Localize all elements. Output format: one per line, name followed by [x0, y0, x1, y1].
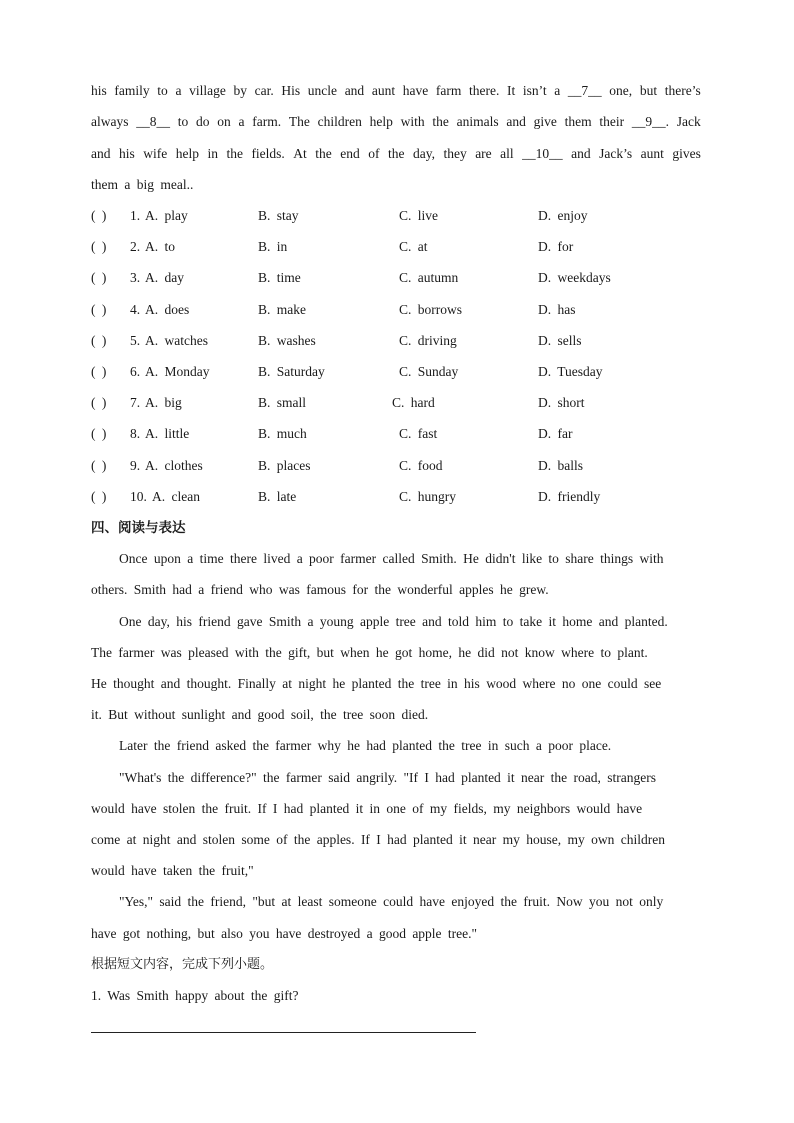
reading-line: others. Smith had a friend who was famous for the wonderful apples he grew.	[91, 582, 549, 597]
question-number: 8.	[130, 426, 141, 441]
reading-line: come at night and stolen some of the apples. If I had planted it near my house, my own children	[91, 832, 665, 847]
answer-line[interactable]	[91, 1032, 476, 1033]
word: day,	[412, 146, 435, 161]
question-number: 2.	[130, 239, 141, 254]
option-a: A. day	[145, 270, 184, 285]
word: the	[226, 146, 243, 161]
word: family	[114, 83, 150, 98]
answer-blank[interactable]: ( )	[91, 239, 107, 254]
answer-blank[interactable]: ( )	[91, 426, 107, 441]
option-c: C. hungry	[399, 489, 456, 504]
option-b: B. places	[258, 458, 311, 473]
word: in	[207, 146, 218, 161]
reading-line: The farmer was pleased with the gift, but when he got home, he did not know where to plant.	[91, 645, 648, 660]
option-b: B. make	[258, 302, 306, 317]
word: wife	[143, 146, 168, 161]
option-b: B. Saturday	[258, 364, 325, 379]
answer-blank[interactable]: ( )	[91, 364, 107, 379]
answer-blank[interactable]: ( )	[91, 270, 107, 285]
word: farm.	[252, 114, 282, 129]
word: all	[500, 146, 514, 161]
word: to	[177, 114, 189, 129]
question-number: 7.	[130, 395, 141, 410]
option-b: B. stay	[258, 208, 299, 223]
word: children	[317, 114, 362, 129]
word: with	[400, 114, 425, 129]
word: __8__	[136, 114, 170, 129]
option-row	[0, 301, 794, 319]
option-c: C. live	[399, 208, 438, 223]
word: the	[432, 114, 449, 129]
word: have	[402, 83, 429, 98]
word: give	[533, 114, 557, 129]
question-1: 1. Was Smith happy about the gift?	[91, 988, 299, 1003]
word: Jack	[676, 114, 701, 129]
word: aunt	[640, 146, 664, 161]
option-a: A. clean	[152, 489, 200, 504]
option-b: B. small	[258, 395, 307, 410]
option-b: B. late	[258, 489, 297, 504]
reading-line: would have taken the fruit,"	[91, 863, 254, 878]
option-d: D. Tuesday	[538, 364, 603, 379]
word: village	[189, 83, 226, 98]
reading-line: Once upon a time there lived a poor farmer called Smith. He didn't like to share things with	[119, 551, 664, 566]
word: end	[340, 146, 360, 161]
option-c: C. driving	[399, 333, 457, 348]
answer-blank[interactable]: ( )	[91, 395, 107, 410]
word: __7__	[567, 83, 602, 98]
word: and	[91, 146, 111, 161]
option-a: A. little	[145, 426, 190, 441]
word: there’s	[664, 83, 701, 98]
option-a: A. to	[145, 239, 175, 254]
word: but	[639, 83, 658, 98]
option-row	[0, 425, 794, 443]
option-d: D. enjoy	[538, 208, 588, 223]
word: his	[118, 146, 135, 161]
word: their	[599, 114, 625, 129]
option-b: B. washes	[258, 333, 316, 348]
word: to	[157, 83, 168, 98]
passage-line: them a big meal..	[91, 177, 194, 192]
word: help	[369, 114, 393, 129]
section-title: 四、阅读与表达	[91, 520, 186, 536]
word: At	[293, 146, 307, 161]
instruction: 根据短文内容，完成下列小题。	[91, 957, 274, 972]
word: do	[196, 114, 210, 129]
word: the	[315, 146, 332, 161]
option-row	[0, 394, 794, 412]
option-d: D. sells	[538, 333, 582, 348]
answer-blank[interactable]: ( )	[91, 458, 107, 473]
option-row	[0, 238, 794, 256]
option-c: C. Sunday	[399, 364, 459, 379]
option-b: B. in	[258, 239, 288, 254]
option-a: A. play	[145, 208, 188, 223]
passage-line	[91, 145, 701, 163]
word: aunt	[371, 83, 396, 98]
question-number: 1.	[130, 208, 141, 223]
word: on	[217, 114, 231, 129]
word: are	[475, 146, 492, 161]
reading-line: Later the friend asked the farmer why he had planted the tree in such a poor place.	[119, 738, 612, 753]
option-d: D. short	[538, 395, 585, 410]
option-b: B. time	[258, 270, 301, 285]
word: them	[564, 114, 592, 129]
word: and	[506, 114, 526, 129]
word: fields.	[251, 146, 285, 161]
question-number: 10.	[130, 489, 147, 504]
option-d: D. friendly	[538, 489, 601, 504]
word: a	[238, 114, 245, 129]
word: isn’t	[522, 83, 547, 98]
option-d: D. weekdays	[538, 270, 611, 285]
option-row	[0, 269, 794, 287]
option-a: A. Monday	[145, 364, 210, 379]
word: help	[175, 146, 199, 161]
passage-line	[91, 113, 701, 131]
word: uncle	[307, 83, 338, 98]
option-row	[0, 488, 794, 506]
reading-line: "Yes," said the friend, "but at least someone could have enjoyed the fruit. Now you not only	[119, 894, 664, 909]
passage-line	[91, 82, 701, 100]
question-number: 6.	[130, 364, 141, 379]
option-c: C. hard	[392, 395, 435, 410]
word: animals	[456, 114, 499, 129]
option-a: A. big	[145, 395, 182, 410]
reading-line: it. But without sunlight and good soil, the tree soon died.	[91, 707, 429, 722]
reading-line: have got nothing, but also you have destroyed a good apple tree."	[91, 926, 478, 941]
word: by	[233, 83, 247, 98]
option-d: D. far	[538, 426, 573, 441]
word: his	[91, 83, 107, 98]
answer-blank[interactable]: ( )	[91, 208, 107, 223]
word: of	[368, 146, 380, 161]
word: farm	[435, 83, 462, 98]
option-row	[0, 363, 794, 381]
option-b: B. much	[258, 426, 307, 441]
option-c: C. borrows	[399, 302, 462, 317]
option-c: C. food	[399, 458, 443, 473]
word: a	[554, 83, 561, 98]
option-row	[0, 457, 794, 475]
word: gives	[672, 146, 701, 161]
word: and	[344, 83, 365, 98]
word: one,	[609, 83, 633, 98]
option-d: D. has	[538, 302, 576, 317]
reading-line: "What's the difference?" the farmer said angrily. "If I had planted it near the road, strangers	[119, 770, 657, 785]
option-d: D. balls	[538, 458, 583, 473]
word: and	[571, 146, 591, 161]
reading-line: One day, his friend gave Smith a young apple tree and told him to take it home and planted.	[119, 614, 668, 629]
question-number: 9.	[130, 458, 141, 473]
question-number: 5.	[130, 333, 141, 348]
option-d: D. for	[538, 239, 574, 254]
option-a: A. does	[145, 302, 190, 317]
answer-blank[interactable]: ( )	[91, 333, 107, 348]
word: The	[288, 114, 310, 129]
word: they	[443, 146, 467, 161]
word: there.	[468, 83, 500, 98]
question-number: 4.	[130, 302, 141, 317]
option-c: C. autumn	[399, 270, 459, 285]
word: It	[506, 83, 516, 98]
reading-line: He thought and thought. Finally at night he planted the tree in his wood where no one could see	[91, 676, 662, 691]
answer-blank[interactable]: ( )	[91, 489, 107, 504]
option-a: A. watches	[145, 333, 208, 348]
word: __9__.	[631, 114, 669, 129]
answer-blank[interactable]: ( )	[91, 302, 107, 317]
question-number: 3.	[130, 270, 141, 285]
option-row	[0, 332, 794, 350]
word: __10__	[522, 146, 563, 161]
option-c: C. at	[399, 239, 428, 254]
option-c: C. fast	[399, 426, 438, 441]
option-row	[0, 207, 794, 225]
word: a	[175, 83, 182, 98]
word: His	[281, 83, 301, 98]
reading-line: would have stolen the fruit. If I had planted it in one of my fields, my neighbors would have	[91, 801, 643, 816]
word: car.	[254, 83, 274, 98]
option-a: A. clothes	[145, 458, 203, 473]
word: Jack’s	[599, 146, 633, 161]
word: the	[387, 146, 405, 161]
word: always	[91, 114, 129, 129]
